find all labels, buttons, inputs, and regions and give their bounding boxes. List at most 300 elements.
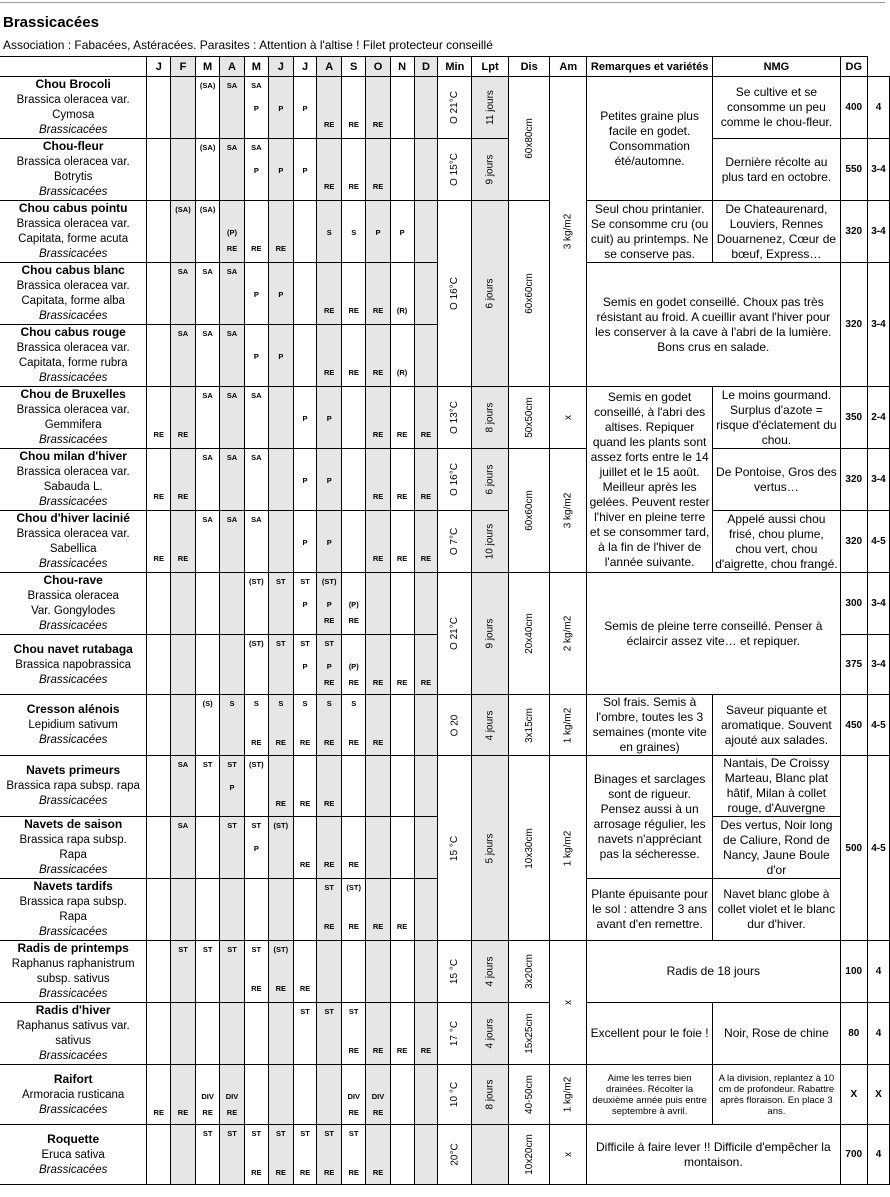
month-cell (317, 817, 341, 879)
month-code (147, 476, 170, 490)
yield-cell-text: 1 kg/m2 (562, 830, 574, 866)
month-code: RE (299, 799, 311, 808)
month-cell (390, 635, 414, 695)
month-cell (317, 325, 341, 387)
month-code (245, 722, 268, 736)
nmg-cell: 375 (840, 635, 867, 695)
latin-name: Brassica rapa subsp. rapa (6, 780, 140, 792)
header-8: A (317, 57, 341, 77)
lpt-cell-text: 4 jours (484, 956, 496, 987)
dg-cell: 3-4 (867, 139, 889, 201)
lpt-cell (472, 573, 509, 695)
dg-cell: X (867, 1065, 889, 1125)
month-cell (341, 635, 365, 695)
month-code (245, 1152, 268, 1166)
month-code (196, 817, 220, 841)
month-code (147, 538, 170, 552)
month-code (366, 77, 389, 101)
month-code (269, 756, 292, 780)
latin-name: Brassica oleracea var. (16, 156, 130, 168)
month-code: P (253, 289, 259, 299)
min-temp-cell-text: O 20 (449, 714, 461, 736)
yield-cell-text: x (562, 1152, 574, 1157)
month-cell (195, 941, 220, 1003)
month-code (220, 722, 243, 736)
month-code (147, 414, 170, 428)
header-12: D (414, 57, 438, 77)
month-code: RE (348, 860, 359, 869)
month-code (317, 104, 340, 118)
month-code: RE (177, 430, 189, 439)
latin-name: Brassica oleracea var. (16, 404, 130, 416)
month-code (294, 511, 317, 535)
family-name: Brassicacées (38, 926, 108, 938)
plant-name: Chou d'hiver lacinié (16, 511, 130, 525)
yield-cell (550, 756, 587, 941)
month-code (196, 879, 220, 903)
month-code (220, 1152, 243, 1166)
month-code (415, 1003, 438, 1027)
month-cell (171, 879, 196, 941)
latin-name: Brassica rapa subsp. (19, 896, 127, 908)
month-code: RE (348, 678, 359, 687)
month-cell (414, 879, 438, 941)
month-cell (390, 449, 414, 511)
lpt-cell (472, 139, 509, 201)
month-cell (293, 879, 317, 941)
month-cell (317, 756, 341, 817)
distance-cell (508, 387, 550, 449)
month-code (391, 1108, 414, 1124)
month-code (415, 600, 438, 614)
month-code: S (302, 699, 308, 708)
remarks-cell: Navet blanc globe à collet violet et le blanc dur d'hiver. (713, 879, 840, 941)
month-code: RE (177, 1108, 189, 1117)
month-code (391, 166, 414, 180)
month-code (391, 1152, 414, 1166)
month-cell (147, 511, 171, 573)
month-code (391, 1003, 414, 1027)
min-temp-cell-text: O 7°C (449, 527, 461, 556)
month-code (415, 844, 438, 858)
distance-cell (508, 573, 550, 695)
month-code (196, 1168, 220, 1184)
header-4: A (220, 57, 244, 77)
month-cell (414, 1003, 438, 1065)
month-code: P (302, 413, 308, 423)
month-code (317, 722, 340, 736)
month-code: RE (372, 1046, 384, 1055)
month-code (366, 352, 389, 366)
month-cell (293, 573, 317, 635)
month-code (317, 511, 340, 535)
header-1: J (147, 57, 171, 77)
latin-name-2: Gemmifera (44, 419, 102, 431)
month-code (366, 476, 389, 490)
month-cell (195, 77, 220, 139)
month-code (269, 722, 292, 736)
month-cell (195, 573, 220, 635)
month-code (269, 783, 292, 797)
month-cell (220, 756, 244, 817)
lpt-cell (472, 1003, 509, 1065)
min-temp-cell (438, 1065, 472, 1125)
header-16: Am (550, 57, 587, 77)
month-cell (366, 695, 390, 756)
month-code (245, 678, 268, 694)
remarks-cell: Des vertus, Noir long de Caliure, Rond de Nancy, Jaune Boule d'or (713, 817, 840, 879)
month-code: RE (324, 368, 335, 377)
remarks-cell: Plante épuisante pour le sol : attendre 3 ans avant d'en remettre. (587, 879, 713, 941)
month-code: (SA) (175, 205, 191, 214)
month-code (342, 984, 365, 1000)
month-code (415, 573, 438, 597)
month-code: RE (348, 1168, 359, 1177)
month-code (220, 201, 243, 225)
month-cell (171, 449, 196, 511)
month-cell (195, 1003, 220, 1065)
month-cell (414, 77, 438, 139)
month-code (415, 941, 438, 965)
month-code (317, 817, 340, 841)
month-code (245, 263, 268, 287)
month-code (391, 1065, 414, 1089)
month-code (147, 799, 170, 815)
remarks-cell: Dernière récolte au plus tard en octobre. (713, 139, 840, 201)
month-cell (269, 879, 293, 941)
month-code (245, 1003, 268, 1027)
header-10: O (366, 57, 390, 77)
month-cell (366, 941, 390, 1003)
month-cell (244, 635, 268, 695)
month-code (171, 783, 195, 797)
month-code (171, 573, 195, 597)
month-code (342, 554, 365, 570)
month-code (415, 120, 438, 136)
month-code (269, 844, 292, 858)
lpt-cell (472, 695, 509, 756)
month-cell (269, 817, 293, 879)
latin-name: Raphanus sativus var. (16, 1020, 130, 1032)
month-code (391, 1030, 414, 1044)
distance-cell-text: 20x40cm (523, 613, 535, 654)
month-cell (414, 449, 438, 511)
month-code (391, 984, 414, 1000)
month-cell (341, 449, 365, 511)
month-code (366, 906, 389, 920)
month-cell (366, 1003, 390, 1065)
month-code: SA (226, 143, 238, 152)
plant-name: Raifort (53, 1071, 93, 1086)
month-cell (244, 139, 268, 201)
month-code (171, 738, 195, 754)
plant-name-cell (0, 635, 147, 695)
month-code (220, 616, 243, 632)
distance-cell (508, 449, 550, 573)
month-code (415, 77, 438, 101)
month-code (196, 600, 220, 614)
min-temp-cell-text: 15 °C (449, 835, 461, 861)
month-code: S (351, 227, 357, 237)
month-code (147, 306, 170, 322)
distance-cell-text: 60x60cm (523, 273, 535, 314)
month-code (147, 368, 170, 384)
month-code: SA (202, 453, 213, 462)
month-cell (269, 77, 293, 139)
month-cell (390, 695, 414, 756)
month-code (269, 662, 292, 676)
month-cell (414, 1065, 438, 1125)
month-code (196, 228, 220, 242)
month-code (245, 554, 268, 570)
yield-cell (550, 573, 587, 695)
page-subtitle: Association : Fabacées, Astéracées. Parasites : Attention à l'altise ! Filet protecteur conseillé (3, 38, 493, 52)
month-code: ST (202, 945, 213, 954)
distance-cell-text: 3x15cm (523, 707, 535, 743)
month-code (317, 906, 340, 920)
month-code (342, 139, 365, 163)
plant-name-cell (0, 449, 147, 511)
month-code: RE (348, 182, 359, 191)
month-cell (220, 1125, 244, 1185)
month-cell (414, 201, 438, 263)
month-cell (171, 756, 196, 817)
plant-name-cell (0, 387, 147, 449)
lpt-cell-text: 6 jours (484, 464, 496, 495)
month-cell (293, 263, 317, 325)
month-code (317, 290, 340, 304)
month-cell (366, 511, 390, 573)
month-code (171, 77, 195, 101)
month-code (294, 120, 317, 136)
min-temp-cell (438, 695, 472, 756)
month-cell (317, 635, 341, 695)
min-temp-cell-text: 17 °C (449, 1020, 461, 1047)
month-cell (414, 139, 438, 201)
month-code: (SA) (199, 143, 216, 152)
month-code (294, 182, 317, 198)
table-row (0, 139, 890, 201)
dg-cell: 3-4 (867, 201, 889, 263)
month-code (415, 879, 438, 903)
month-code (317, 1030, 340, 1044)
month-code (171, 182, 195, 198)
month-code (317, 201, 340, 225)
month-cell (366, 139, 390, 201)
plant-name-cell (0, 879, 147, 941)
month-cell (341, 756, 365, 817)
month-code (391, 1168, 414, 1184)
month-code: RE (348, 120, 359, 129)
month-cell (366, 449, 390, 511)
month-code (391, 695, 414, 719)
month-cell (317, 139, 341, 201)
month-cell (269, 387, 293, 449)
remarks-cell: Semis en godet conseillé. Choux pas très résistant au froid. A cueillir avant l'hiver pour les conserver à la cave à l'abri de la lumière. Bons crus en salade. (587, 263, 841, 387)
month-cell (390, 387, 414, 449)
month-code (294, 1092, 317, 1106)
min-temp-cell (438, 1125, 472, 1185)
month-code: RE (324, 182, 335, 191)
month-code (147, 984, 170, 1000)
family-name: Brassicacées (38, 795, 108, 807)
month-code (196, 1152, 220, 1166)
month-code: RE (275, 244, 287, 253)
month-cell (341, 201, 365, 263)
month-cell (269, 635, 293, 695)
yield-cell-text: 3 kg/m2 (562, 213, 574, 250)
distance-cell (508, 1125, 550, 1185)
month-code (171, 879, 195, 903)
month-code (366, 1125, 389, 1149)
month-cell (390, 879, 414, 941)
header-14: Lpt (472, 57, 509, 77)
month-code: RE (372, 554, 384, 563)
month-code: RE (348, 1046, 359, 1055)
month-code (147, 244, 170, 260)
month-cell (220, 263, 244, 325)
family-name: Brassicacées (38, 734, 108, 746)
month-code (245, 306, 268, 322)
month-code: RE (324, 799, 335, 808)
month-code (294, 449, 317, 473)
month-code (196, 166, 220, 180)
latin-name-2: Sabellica (49, 543, 97, 555)
month-code (317, 554, 340, 570)
month-code: SA (202, 391, 213, 400)
nmg-cell: 320 (840, 263, 867, 387)
month-code (415, 799, 438, 815)
family-name: Brassicacées (38, 673, 108, 686)
plant-name: Navets primeurs (26, 763, 121, 777)
distance-cell-text: 60x60cm (523, 490, 535, 531)
month-code: RE (324, 616, 335, 625)
lpt-cell-text: 9 jours (484, 154, 496, 185)
month-cell (317, 1065, 341, 1125)
month-code (294, 922, 317, 938)
month-code (171, 368, 195, 384)
month-code (391, 1092, 414, 1106)
month-code (294, 368, 317, 384)
month-cell (244, 263, 268, 325)
month-code (269, 906, 292, 920)
month-code (269, 538, 292, 552)
month-code (391, 1125, 414, 1149)
month-cell (195, 387, 220, 449)
month-code: RE (251, 1168, 262, 1177)
dg-cell: 4 (867, 77, 889, 139)
month-code: SA (177, 821, 189, 830)
month-code: ST (300, 577, 310, 586)
month-code (196, 352, 220, 366)
month-code (415, 511, 438, 535)
header-15: Dis (508, 57, 550, 77)
month-code (317, 77, 340, 101)
header-13: Min (438, 57, 472, 77)
month-cell (244, 77, 268, 139)
month-code (391, 201, 414, 225)
month-code (269, 387, 292, 411)
month-code (391, 538, 414, 552)
month-code (171, 290, 195, 304)
month-cell (195, 879, 220, 941)
distance-cell (508, 756, 550, 941)
month-code (196, 968, 220, 982)
dg-cell: 4-5 (867, 695, 889, 756)
month-cell (220, 941, 244, 1003)
month-code (415, 906, 438, 920)
month-code (342, 783, 365, 797)
month-code: SA (251, 453, 262, 462)
month-code (147, 662, 170, 676)
month-cell (341, 139, 365, 201)
month-code (391, 616, 414, 632)
month-code (269, 1003, 292, 1027)
month-code: RE (275, 1168, 287, 1177)
month-code: RE (372, 1168, 384, 1177)
plant-name-cell (0, 695, 147, 756)
month-code (171, 1152, 195, 1166)
plant-name: Chou cabus blanc (21, 263, 125, 277)
month-code: ST (300, 1129, 310, 1138)
month-code (391, 120, 414, 136)
month-code: RE (348, 738, 359, 747)
month-cell (220, 817, 244, 879)
month-code: P (253, 843, 259, 853)
month-code (391, 387, 414, 411)
month-code (317, 1108, 340, 1124)
month-code: SA (177, 329, 189, 338)
month-code (147, 678, 170, 694)
month-code: RE (372, 678, 384, 687)
month-code (220, 538, 243, 552)
month-code (415, 139, 438, 163)
nmg-cell: 450 (840, 695, 867, 756)
month-code (171, 984, 195, 1000)
month-code (245, 1108, 268, 1124)
month-code: DIV (225, 1091, 239, 1101)
month-cell (341, 879, 365, 941)
month-code (171, 228, 195, 242)
month-code (366, 201, 389, 225)
table-row (0, 941, 890, 1003)
month-code (171, 1065, 195, 1089)
month-cell (244, 1065, 268, 1125)
yield-cell-text: x (562, 415, 574, 420)
month-code (196, 104, 220, 118)
month-cell (341, 387, 365, 449)
month-code: SA (177, 760, 189, 769)
month-code (415, 1092, 438, 1106)
latin-name: Eruca sativa (41, 1148, 105, 1161)
month-cell (171, 325, 196, 387)
month-code (366, 879, 389, 903)
month-code (196, 492, 220, 508)
month-cell (269, 139, 293, 201)
month-code: S (326, 699, 332, 708)
month-code (171, 511, 195, 535)
lpt-cell (472, 756, 509, 941)
month-code (391, 414, 414, 428)
month-code (245, 879, 268, 903)
month-code (415, 352, 438, 366)
plant-name: Radis d'hiver (35, 1003, 111, 1017)
month-code (342, 1065, 365, 1089)
latin-name: Armoracia rusticana (22, 1088, 125, 1101)
month-code: (P) (348, 599, 359, 609)
month-cell (317, 879, 341, 941)
month-code: SA (202, 329, 213, 338)
